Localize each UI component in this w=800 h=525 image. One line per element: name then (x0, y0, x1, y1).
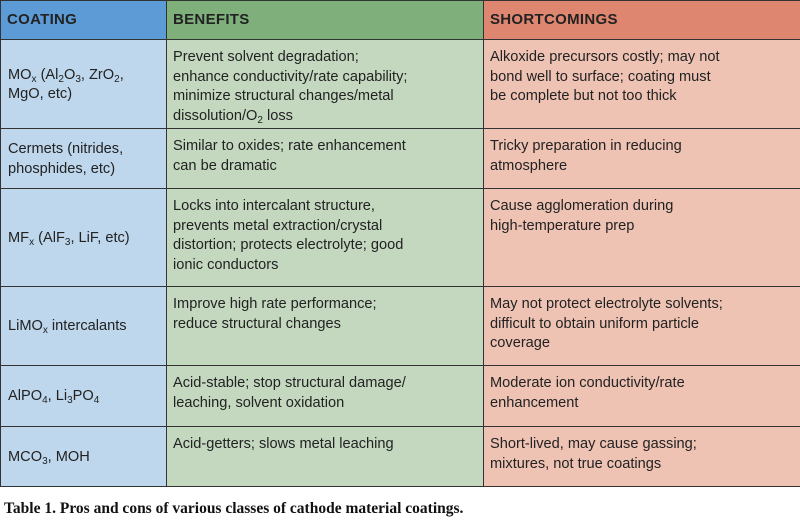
benefits-cell: Improve high rate performance; reduce structural changes (167, 287, 484, 366)
shortcomings-cell: Short-lived, may cause gassing; mixtures, not true coatings (484, 427, 800, 487)
coating-cell: $MCO_3$, MOH (1, 427, 167, 487)
header-shortcomings: SHORTCOMINGS (484, 1, 800, 40)
table-row (1, 129, 800, 189)
table-row (1, 427, 800, 487)
benefits-cell: Acid-getters; slows metal leaching (167, 427, 484, 487)
header-row (1, 1, 800, 40)
shortcomings-cell: Moderate ion conductivity/rate enhancement (484, 366, 800, 427)
table-row (1, 40, 800, 129)
coating-cell: Cermets (nitrides, phosphides, etc) (1, 129, 167, 189)
header-benefits: BENEFITS (167, 1, 484, 40)
benefits-cell: Locks into intercalant structure, prevents metal extraction/crystal distortion; protects electrolyte; good ionic conductors (167, 189, 484, 287)
benefits-cell: Prevent solvent degradation; enhance conductivity/rate capability; minimize structural changes/metal dissolution/$O_2$ loss (167, 40, 484, 129)
shortcomings-cell: May not protect electrolyte solvents; difficult to obtain uniform particle coverage (484, 287, 800, 366)
table-row (1, 189, 800, 287)
benefits-cell: Similar to oxides; rate enhancement can be dramatic (167, 129, 484, 189)
shortcomings-cell: Alkoxide precursors costly; may not bond well to surface; coating must be complete but not too thick (484, 40, 800, 129)
shortcomings-cell: Cause agglomeration during high-temperature prep (484, 189, 800, 287)
coating-cell: AlPO$_4$, $Li_3PO_4$ (1, 366, 167, 427)
benefits-cell: Acid-stable; stop structural damage/ leaching, solvent oxidation (167, 366, 484, 427)
table-row (1, 287, 800, 366)
coating-cell: LiMO$_x$ intercalants (1, 287, 167, 366)
coating-cell: $MO_x$ ($Al_2O_3$, ZrO$_2$, MgO, etc) (1, 40, 167, 129)
coating-cell: $MF_x$ (AlF$_3$, LiF, etc) (1, 189, 167, 287)
table-row (1, 366, 800, 427)
table-caption: Table 1. Pros and cons of various classes of cathode material coatings. (4, 500, 464, 517)
header-coating: COATING (1, 1, 167, 40)
shortcomings-cell: Tricky preparation in reducing atmosphere (484, 129, 800, 189)
